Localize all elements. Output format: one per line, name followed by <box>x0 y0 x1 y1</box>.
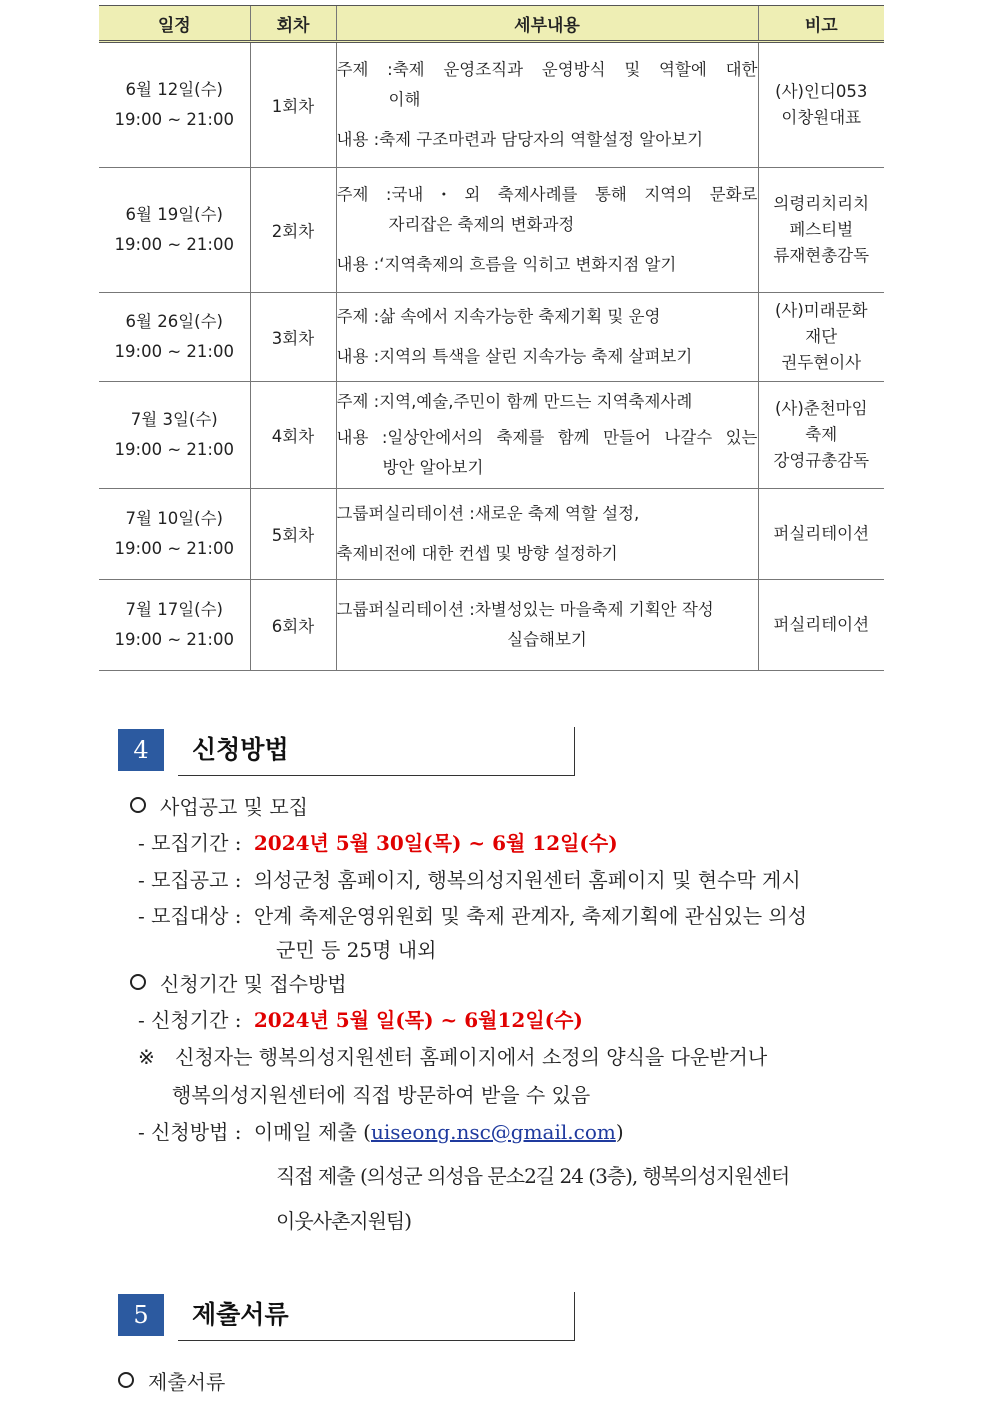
detail-cell <box>336 382 758 489</box>
date-cell <box>99 42 250 168</box>
table-row <box>99 168 884 293</box>
topic-label: 주제 : <box>336 185 392 204</box>
date: 7월 3일(수) <box>130 410 218 429</box>
content-label: 내용 : <box>336 347 380 366</box>
section-5-heading <box>118 1292 578 1340</box>
detail-line: 축제비전에 대한 컨셉 및 방향 설정하기 <box>336 544 618 563</box>
note-line: 권두현이사 <box>781 353 862 372</box>
note-text-cont: 행복의성지원센터에 직접 방문하여 받을 수 있음 <box>172 1083 591 1107</box>
time: 19:00 ~ 21:00 <box>114 630 234 649</box>
content-text: 지역의 특색을 살린 지속가능 축제 살펴보기 <box>379 347 693 366</box>
header-date: 일정 <box>99 6 250 42</box>
content-label: 내용 : <box>336 255 380 274</box>
apply-value: 2024년 5월 일(목) ~ 6월12일(수) <box>253 1008 583 1032</box>
bullet-item <box>130 791 308 820</box>
circle-bullet-icon <box>118 1372 134 1388</box>
content-label: 내용 : <box>336 428 388 447</box>
bullet-item <box>130 968 347 997</box>
header-round: 회차 <box>250 6 336 42</box>
note-line: (사)미래문화 <box>774 301 868 320</box>
content-label: 내용 : <box>336 130 380 149</box>
detail-cell <box>336 293 758 382</box>
topic-text: 지역,예술,주민이 함께 만드는 지역축제사례 <box>379 392 693 411</box>
table-row <box>99 489 884 580</box>
note-line: 강영규총감독 <box>773 451 870 470</box>
note-line: 재단 <box>805 327 838 346</box>
date: 7월 10일(수) <box>125 509 223 528</box>
period-value: 2024년 5월 30일(목) ~ 6월 12일(수) <box>253 831 618 855</box>
content-cont: 방안 알아보기 <box>382 458 484 477</box>
email-link[interactable]: uiseong.nsc@gmail.com <box>370 1120 616 1144</box>
apply-row <box>138 1004 583 1033</box>
time: 19:00 ~ 21:00 <box>114 440 234 459</box>
topic-cont: 이해 <box>388 90 421 109</box>
topic-line <box>337 180 758 210</box>
target-label: - 모집대상 : <box>138 904 242 928</box>
topic-text: 삶 속에서 지속가능한 축제기획 및 운영 <box>379 307 661 326</box>
bullet-text: 사업공고 및 모집 <box>160 795 308 819</box>
method-visit-cont: 이웃사촌지원팀) <box>276 1209 412 1233</box>
content-line <box>337 342 758 372</box>
detail-cell <box>336 489 758 580</box>
time: 19:00 ~ 21:00 <box>114 110 234 129</box>
note-mark: ※ <box>138 1045 155 1069</box>
time: 19:00 ~ 21:00 <box>114 342 234 361</box>
note-line: 류재현총감독 <box>773 246 870 265</box>
time: 19:00 ~ 21:00 <box>114 539 234 558</box>
notice-label: - 모집공고 : <box>138 868 242 892</box>
topic-cont: 자리잡은 축제의 변화과정 <box>388 215 575 234</box>
round-cell: 2회차 <box>250 168 336 293</box>
section-title: 제출서류 <box>192 1300 289 1329</box>
topic-text: 국내・외 축제사례를 통해 지역의 문화로 <box>391 185 758 204</box>
round-cell: 4회차 <box>250 382 336 489</box>
section-number-badge: 4 <box>118 729 164 771</box>
notice-value: 의성군청 홈페이지, 행복의성지원센터 홈페이지 및 현수막 게시 <box>253 868 801 892</box>
note-line: 페스티벌 <box>789 220 854 239</box>
notice-row <box>138 864 801 893</box>
date-cell <box>99 293 250 382</box>
target-row <box>138 900 807 929</box>
table-header-row <box>99 6 884 42</box>
date-cell <box>99 382 250 489</box>
method-visit: 직접 제출 (의성군 의성읍 문소2길 24 (3층), 행복의성지원센터 <box>276 1164 790 1188</box>
detail-line: 실습해보기 <box>507 630 587 649</box>
round-cell: 5회차 <box>250 489 336 580</box>
target-value-cont: 군민 등 25명 내외 <box>276 938 437 962</box>
round-cell: 1회차 <box>250 42 336 168</box>
bullet-item <box>118 1366 225 1395</box>
note-cell <box>758 42 884 168</box>
section-number-badge: 5 <box>118 1294 164 1336</box>
topic-label: 주제 : <box>336 60 393 79</box>
date: 6월 26일(수) <box>125 312 223 331</box>
section-4-heading <box>118 727 578 775</box>
method-email-suffix: ) <box>615 1120 624 1144</box>
topic-label: 주제 : <box>336 392 380 411</box>
circle-bullet-icon <box>130 797 146 813</box>
date: 6월 19일(수) <box>125 205 223 224</box>
note-line: 이창원대표 <box>781 108 862 127</box>
table-row <box>99 293 884 382</box>
detail-cell <box>336 580 758 671</box>
date-cell <box>99 580 250 671</box>
circle-bullet-icon <box>130 974 146 990</box>
note-cell <box>758 293 884 382</box>
note-line: 축제 <box>805 425 838 444</box>
note-cell: 퍼실리테이션 <box>758 580 884 671</box>
note-cell <box>758 168 884 293</box>
round-cell: 6회차 <box>250 580 336 671</box>
note-text: 신청자는 행복의성지원센터 홈페이지에서 소정의 양식을 다운받거나 <box>175 1045 768 1069</box>
period-row <box>138 827 618 856</box>
topic-label: 주제 : <box>336 307 380 326</box>
content-text: ‘지역축제의 흐름을 익히고 변화지점 알기 <box>379 255 677 274</box>
content-text: 일상안에서의 축제를 함께 만들어 나갈수 있는 <box>387 428 758 447</box>
method-email-prefix: 이메일 제출 ( <box>253 1120 371 1144</box>
detail-cell <box>336 42 758 168</box>
method-label: - 신청방법 : <box>138 1120 242 1144</box>
content-line <box>337 423 758 453</box>
detail-line: 그룹퍼실리테이션 :차별성있는 마을축제 기획안 작성 <box>336 600 714 619</box>
header-note: 비고 <box>758 6 884 42</box>
date: 6월 12일(수) <box>125 80 223 99</box>
table-row <box>99 382 884 489</box>
note-cell: 퍼실리테이션 <box>758 489 884 580</box>
topic-line <box>337 55 758 85</box>
header-detail: 세부내용 <box>336 6 758 42</box>
target-value: 안계 축제운영위원회 및 축제 관계자, 축제기획에 관심있는 의성 <box>253 904 808 928</box>
date: 7월 17일(수) <box>125 600 223 619</box>
content-line <box>337 125 758 155</box>
note-line: 의령리치리치 <box>773 194 870 213</box>
bullet-text: 제출서류 <box>148 1370 226 1394</box>
note-line: (사)인디053 <box>775 82 868 101</box>
topic-text: 축제 운영조직과 운영방식 및 역할에 대한 <box>392 60 758 79</box>
table-row <box>99 580 884 671</box>
topic-line <box>337 302 758 332</box>
period-label: - 모집기간 : <box>138 831 242 855</box>
note-line: (사)춘천마임 <box>774 399 868 418</box>
date-cell <box>99 168 250 293</box>
table-row <box>99 42 884 168</box>
detail-cell <box>336 168 758 293</box>
date-cell <box>99 489 250 580</box>
topic-line <box>337 387 758 417</box>
apply-label: - 신청기간 : <box>138 1008 242 1032</box>
content-text: 축제 구조마련과 담당자의 역할설정 알아보기 <box>379 130 704 149</box>
content-line <box>337 250 758 280</box>
schedule-table <box>99 5 884 671</box>
note-row <box>138 1041 767 1070</box>
section-title: 신청방법 <box>192 735 289 764</box>
round-cell: 3회차 <box>250 293 336 382</box>
time: 19:00 ~ 21:00 <box>114 235 234 254</box>
note-cell <box>758 382 884 489</box>
detail-line: 그룹퍼실리테이션 :새로운 축제 역할 설정, <box>336 504 640 523</box>
method-row <box>138 1116 624 1145</box>
bullet-text: 신청기간 및 접수방법 <box>160 972 347 996</box>
